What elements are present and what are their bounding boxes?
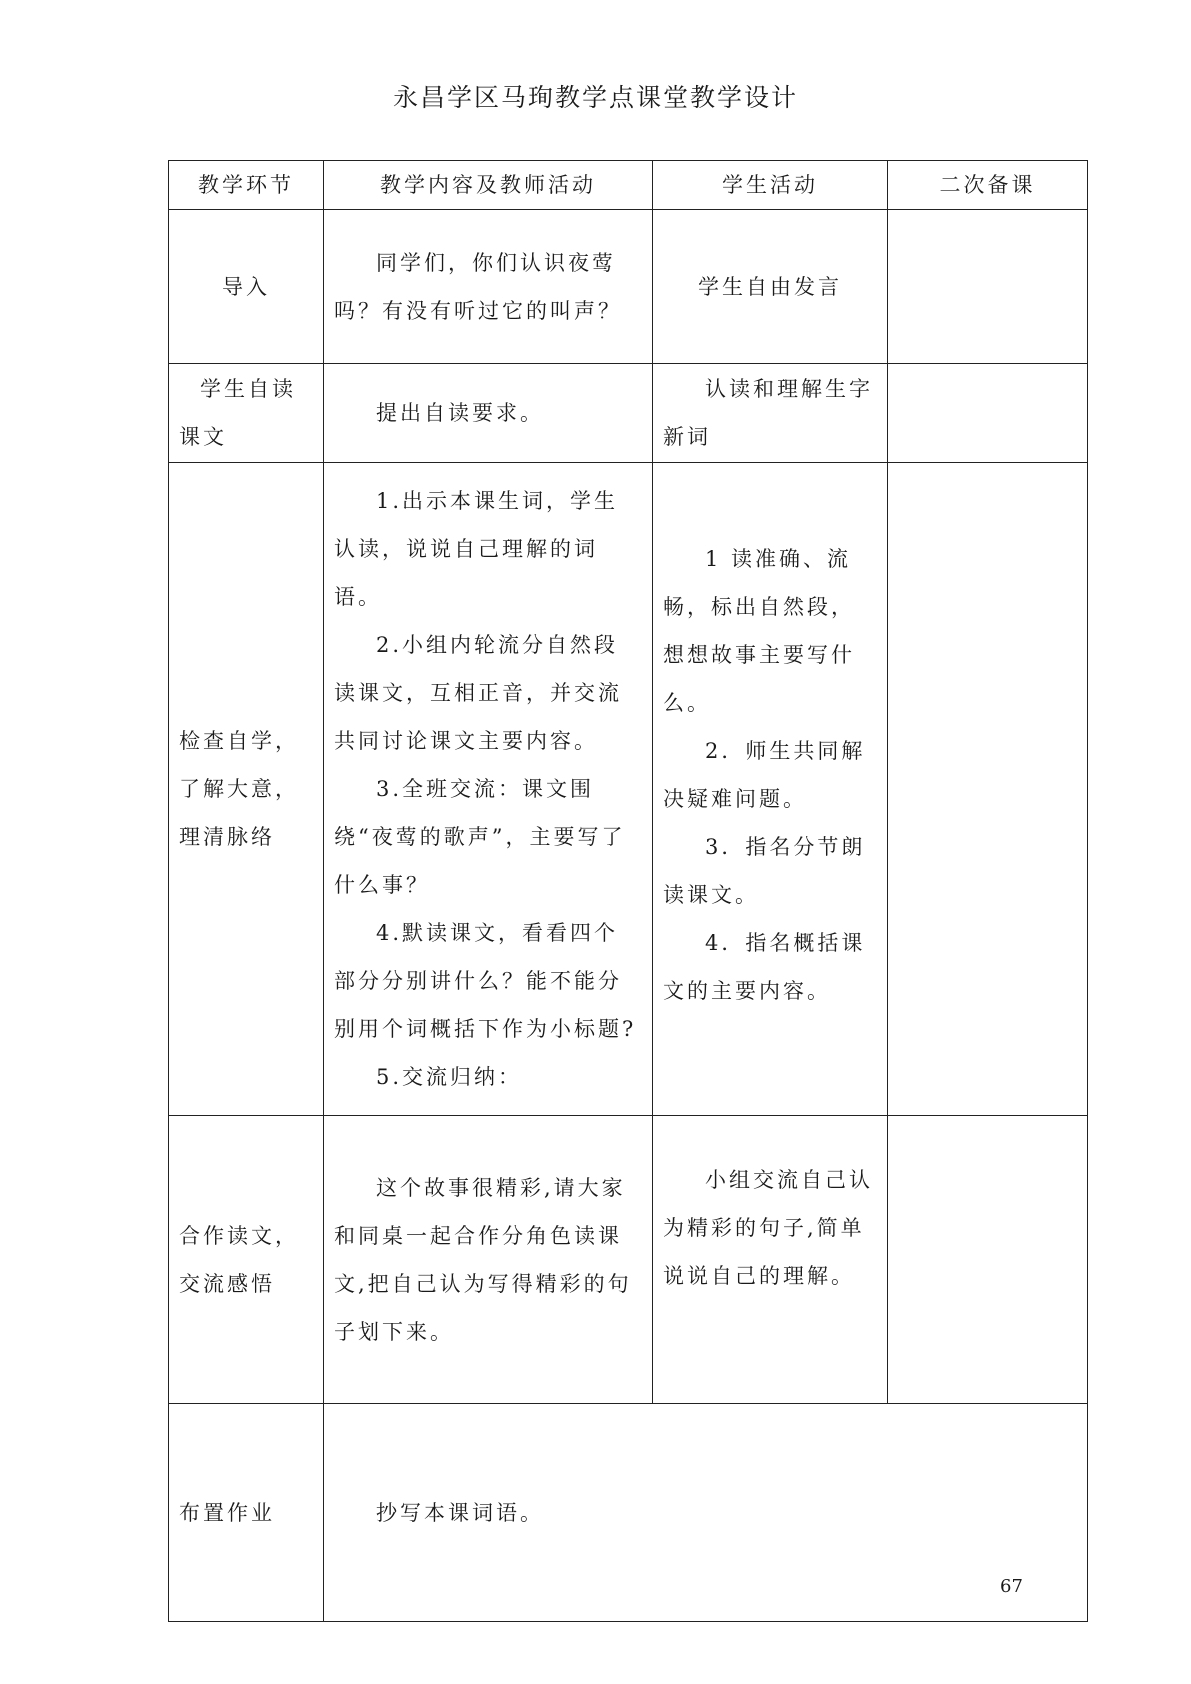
list-item: 3.全班交流：课文围绕“夜莺的歌声”，主要写了什么事？ (334, 777, 626, 897)
lesson-plan-table (168, 160, 1088, 1622)
page-number: 67 (1000, 1576, 1023, 1597)
table-row (169, 1404, 1088, 1622)
teacher-activity-cell: 抄写本课词语。 (324, 1404, 1088, 1622)
table-row (169, 210, 1088, 364)
header-teacher-activity: 教学内容及教师活动 (324, 161, 653, 210)
list-item: 4.默读课文，看看四个部分分别讲什么？能不能分别用个词概括下作为小标题? (334, 921, 637, 1041)
header-student-activity: 学生活动 (653, 161, 888, 210)
table-row (169, 1116, 1088, 1404)
student-activity-cell: 认读和理解生字新词 (653, 364, 888, 463)
stage-cell: 学生自读课文 (169, 364, 324, 463)
teacher-activity-cell: 同学们，你们认识夜莺吗？有没有听过它的叫声？ (324, 210, 653, 364)
list-item: 2．师生共同解决疑难问题。 (663, 739, 866, 811)
teacher-activity-cell: 提出自读要求。 (324, 364, 653, 463)
list-item: 5.交流归纳： (376, 1065, 523, 1089)
header-stage: 教学环节 (169, 161, 324, 210)
list-item: 2.小组内轮流分自然段读课文，互相正音，并交流共同讨论课文主要内容。 (334, 633, 622, 753)
page-title: 永昌学区马珣教学点课堂教学设计 (392, 83, 798, 112)
list-item: 1 读准确、流畅，标出自然段，想想故事主要写什么。 (663, 547, 855, 715)
stage-cell: 合作读文，交流感悟 (169, 1116, 324, 1404)
header-second-prep: 二次备课 (888, 161, 1088, 210)
teacher-activity-cell (324, 463, 653, 1116)
second-prep-cell (888, 364, 1088, 463)
teacher-activity-cell: 这个故事很精彩,请大家和同桌一起合作分角色读课文,把自己认为写得精彩的句子划下来。 (324, 1116, 653, 1404)
second-prep-cell (888, 1116, 1088, 1404)
stage-cell: 布置作业 (169, 1404, 324, 1622)
table-row (169, 463, 1088, 1116)
student-activity-cell (653, 463, 888, 1116)
second-prep-cell (888, 463, 1088, 1116)
student-activity-cell: 学生自由发言 (653, 210, 888, 364)
list-item: 3．指名分节朗读课文。 (663, 835, 866, 907)
list-item: 1.出示本课生词，学生认读，说说自己理解的词语。 (334, 489, 619, 609)
list-item: 4．指名概括课文的主要内容。 (663, 931, 866, 1003)
table-header-row (169, 161, 1088, 210)
stage-cell: 检查自学，了解大意，理清脉络 (169, 463, 324, 1116)
table-row (169, 364, 1088, 463)
stage-cell: 导入 (169, 210, 324, 364)
student-activity-cell: 小组交流自己认为精彩的句子,简单说说自己的理解。 (653, 1116, 888, 1404)
second-prep-cell (888, 210, 1088, 364)
